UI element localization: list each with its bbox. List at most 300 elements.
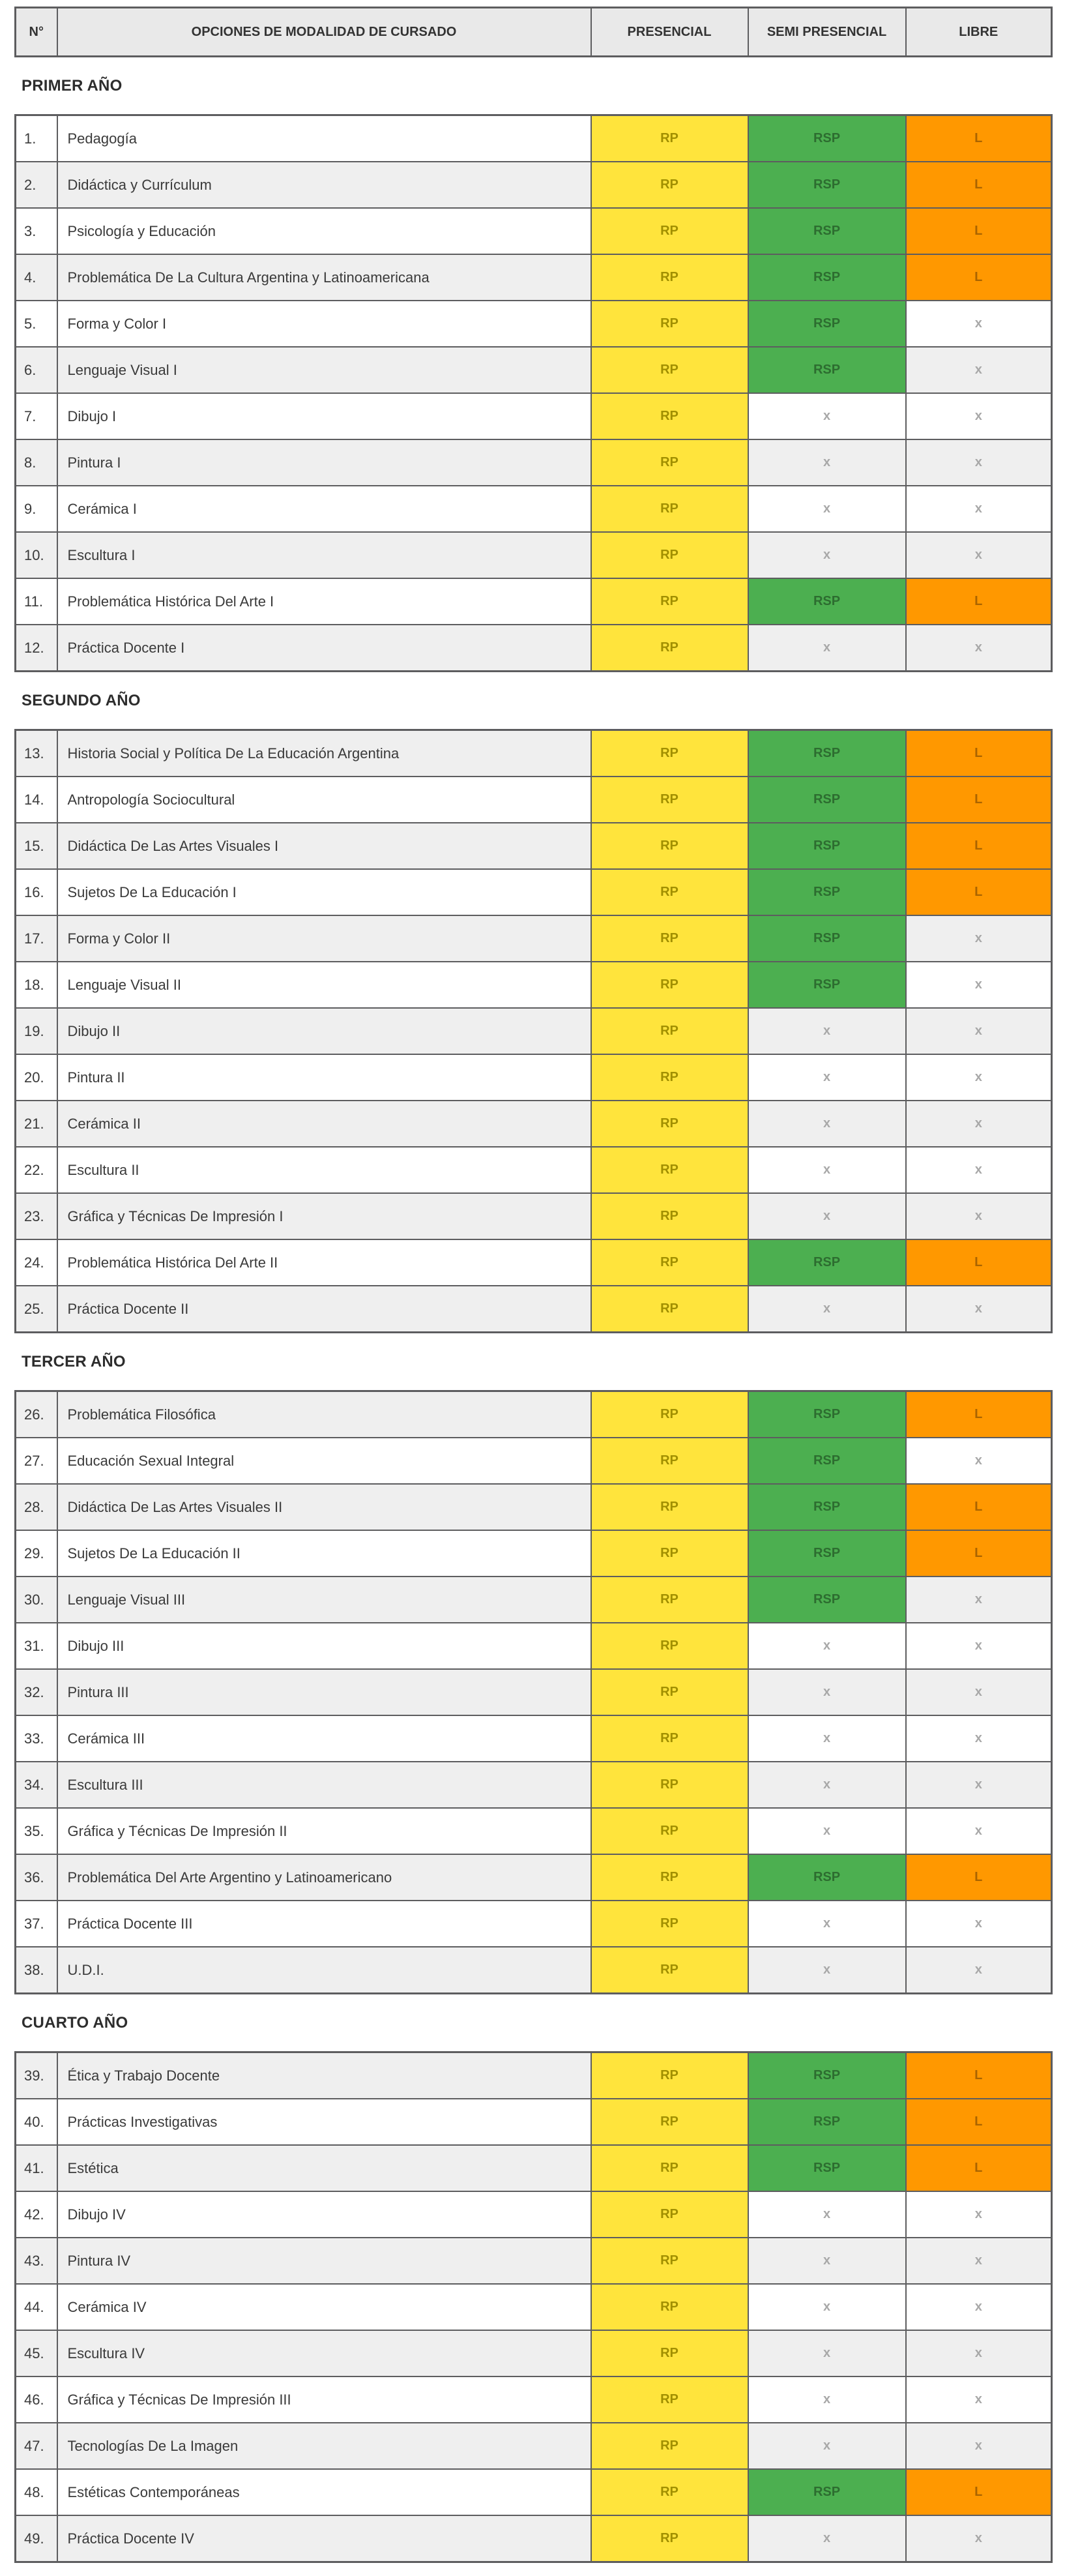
- semi-presencial-cell: RSP: [748, 1391, 906, 1438]
- semi-presencial-cell: RSP: [748, 2052, 906, 2099]
- course-name: Escultura I: [57, 532, 591, 578]
- presencial-cell: RP: [591, 1762, 748, 1808]
- course-number: 11.: [16, 578, 57, 625]
- semi-presencial-cell: RSP: [748, 254, 906, 301]
- course-number: 23.: [16, 1193, 57, 1239]
- semi-presencial-cell: RSP: [748, 1484, 906, 1530]
- libre-cell: L: [906, 2099, 1052, 2145]
- course-name: Lenguaje Visual II: [57, 962, 591, 1008]
- course-number: 38.: [16, 1947, 57, 1994]
- libre-cell: x: [906, 1762, 1052, 1808]
- course-row: [16, 2423, 1052, 2469]
- presencial-cell: RP: [591, 439, 748, 486]
- course-number: 13.: [16, 730, 57, 777]
- course-number: 2.: [16, 162, 57, 208]
- course-number: 12.: [16, 625, 57, 672]
- libre-cell: x: [906, 1286, 1052, 1333]
- course-row: [16, 730, 1052, 777]
- libre-cell: x: [906, 962, 1052, 1008]
- course-row: [16, 869, 1052, 915]
- course-row: [16, 1193, 1052, 1239]
- col-header-libre: LIBRE: [906, 8, 1052, 57]
- course-number: 30.: [16, 1577, 57, 1623]
- libre-cell: L: [906, 777, 1052, 823]
- semi-presencial-cell: RSP: [748, 2469, 906, 2515]
- libre-cell: L: [906, 1530, 1052, 1577]
- presencial-cell: RP: [591, 2052, 748, 2099]
- course-name: Práctica Docente I: [57, 625, 591, 672]
- course-name: Práctica Docente IV: [57, 2515, 591, 2562]
- course-row: [16, 1669, 1052, 1715]
- course-name: Dibujo II: [57, 1008, 591, 1054]
- semi-presencial-cell: x: [748, 1808, 906, 1854]
- semi-presencial-cell: RSP: [748, 1239, 906, 1286]
- semi-presencial-cell: x: [748, 439, 906, 486]
- course-row: [16, 1947, 1052, 1994]
- libre-cell: L: [906, 823, 1052, 869]
- course-number: 37.: [16, 1901, 57, 1947]
- course-name: Pintura III: [57, 1669, 591, 1715]
- presencial-cell: RP: [591, 1901, 748, 1947]
- course-number: 22.: [16, 1147, 57, 1193]
- semi-presencial-cell: RSP: [748, 1438, 906, 1484]
- course-number: 35.: [16, 1808, 57, 1854]
- course-name: Estéticas Contemporáneas: [57, 2469, 591, 2515]
- course-number: 46.: [16, 2376, 57, 2423]
- course-row: [16, 2099, 1052, 2145]
- libre-cell: L: [906, 254, 1052, 301]
- course-row: [16, 393, 1052, 439]
- course-name: Dibujo I: [57, 393, 591, 439]
- semi-presencial-cell: x: [748, 486, 906, 532]
- course-name: Cerámica I: [57, 486, 591, 532]
- course-number: 47.: [16, 2423, 57, 2469]
- course-row: [16, 2469, 1052, 2515]
- semi-presencial-cell: RSP: [748, 1530, 906, 1577]
- semi-presencial-cell: x: [748, 2238, 906, 2284]
- semi-presencial-cell: RSP: [748, 301, 906, 347]
- course-name: Ética y Trabajo Docente: [57, 2052, 591, 2099]
- course-row: [16, 2052, 1052, 2099]
- course-name: Tecnologías De La Imagen: [57, 2423, 591, 2469]
- semi-presencial-cell: x: [748, 2191, 906, 2238]
- course-number: 15.: [16, 823, 57, 869]
- course-name: Problemática Filosófica: [57, 1391, 591, 1438]
- course-row: [16, 2238, 1052, 2284]
- semi-presencial-cell: x: [748, 1623, 906, 1669]
- course-name: Gráfica y Técnicas De Impresión I: [57, 1193, 591, 1239]
- presencial-cell: RP: [591, 2423, 748, 2469]
- libre-cell: x: [906, 1715, 1052, 1762]
- libre-cell: L: [906, 1391, 1052, 1438]
- presencial-cell: RP: [591, 532, 748, 578]
- presencial-cell: RP: [591, 1715, 748, 1762]
- semi-presencial-cell: RSP: [748, 2145, 906, 2191]
- course-row: [16, 301, 1052, 347]
- course-number: 40.: [16, 2099, 57, 2145]
- course-number: 44.: [16, 2284, 57, 2330]
- course-number: 4.: [16, 254, 57, 301]
- course-name: Gráfica y Técnicas De Impresión II: [57, 1808, 591, 1854]
- presencial-cell: RP: [591, 2191, 748, 2238]
- semi-presencial-cell: x: [748, 1054, 906, 1101]
- presencial-cell: RP: [591, 1808, 748, 1854]
- presencial-cell: RP: [591, 1008, 748, 1054]
- course-row: [16, 823, 1052, 869]
- course-number: 6.: [16, 347, 57, 393]
- course-row: [16, 486, 1052, 532]
- course-row: [16, 915, 1052, 962]
- course-number: 5.: [16, 301, 57, 347]
- semi-presencial-cell: RSP: [748, 962, 906, 1008]
- course-name: Pintura IV: [57, 2238, 591, 2284]
- course-name: Lenguaje Visual I: [57, 347, 591, 393]
- year-sections: [14, 77, 1051, 2563]
- course-name: Educación Sexual Integral: [57, 1438, 591, 1484]
- presencial-cell: RP: [591, 1391, 748, 1438]
- semi-presencial-cell: x: [748, 532, 906, 578]
- semi-presencial-cell: RSP: [748, 578, 906, 625]
- semi-presencial-cell: x: [748, 2515, 906, 2562]
- presencial-cell: RP: [591, 1484, 748, 1530]
- course-name: Historia Social y Política De La Educación Argentina: [57, 730, 591, 777]
- libre-cell: x: [906, 915, 1052, 962]
- presencial-cell: RP: [591, 301, 748, 347]
- libre-cell: x: [906, 1008, 1052, 1054]
- course-name: Didáctica De Las Artes Visuales I: [57, 823, 591, 869]
- presencial-cell: RP: [591, 1147, 748, 1193]
- semi-presencial-cell: x: [748, 1762, 906, 1808]
- presencial-cell: RP: [591, 2284, 748, 2330]
- course-name: Prácticas Investigativas: [57, 2099, 591, 2145]
- presencial-cell: RP: [591, 1669, 748, 1715]
- course-number: 36.: [16, 1854, 57, 1901]
- course-number: 18.: [16, 962, 57, 1008]
- course-row: [16, 1715, 1052, 1762]
- libre-cell: L: [906, 162, 1052, 208]
- course-row: [16, 347, 1052, 393]
- course-row: [16, 1239, 1052, 1286]
- presencial-cell: RP: [591, 869, 748, 915]
- libre-cell: x: [906, 1808, 1052, 1854]
- course-number: 33.: [16, 1715, 57, 1762]
- course-row: [16, 625, 1052, 672]
- course-number: 25.: [16, 1286, 57, 1333]
- presencial-cell: RP: [591, 2238, 748, 2284]
- semi-presencial-cell: x: [748, 2376, 906, 2423]
- course-name: Lenguaje Visual III: [57, 1577, 591, 1623]
- course-name: Didáctica De Las Artes Visuales II: [57, 1484, 591, 1530]
- course-name: Forma y Color I: [57, 301, 591, 347]
- course-number: 1.: [16, 115, 57, 162]
- course-name: Forma y Color II: [57, 915, 591, 962]
- course-number: 16.: [16, 869, 57, 915]
- libre-cell: x: [906, 2191, 1052, 2238]
- section-table: [14, 1390, 1053, 1994]
- col-header-semi-presencial: SEMI PRESENCIAL: [748, 8, 906, 57]
- presencial-cell: RP: [591, 254, 748, 301]
- course-name: Cerámica IV: [57, 2284, 591, 2330]
- semi-presencial-cell: x: [748, 1669, 906, 1715]
- libre-cell: x: [906, 1054, 1052, 1101]
- presencial-cell: RP: [591, 1239, 748, 1286]
- presencial-cell: RP: [591, 730, 748, 777]
- course-row: [16, 2145, 1052, 2191]
- course-name: Escultura III: [57, 1762, 591, 1808]
- course-row: [16, 1577, 1052, 1623]
- course-name: Práctica Docente III: [57, 1901, 591, 1947]
- course-number: 24.: [16, 1239, 57, 1286]
- course-name: Dibujo III: [57, 1623, 591, 1669]
- libre-cell: L: [906, 869, 1052, 915]
- presencial-cell: RP: [591, 1054, 748, 1101]
- presencial-cell: RP: [591, 393, 748, 439]
- presencial-cell: RP: [591, 1623, 748, 1669]
- course-row: [16, 1147, 1052, 1193]
- semi-presencial-cell: RSP: [748, 915, 906, 962]
- semi-presencial-cell: x: [748, 2423, 906, 2469]
- course-number: 31.: [16, 1623, 57, 1669]
- course-name: Escultura II: [57, 1147, 591, 1193]
- presencial-cell: RP: [591, 486, 748, 532]
- presencial-cell: RP: [591, 115, 748, 162]
- semi-presencial-cell: x: [748, 1286, 906, 1333]
- libre-cell: L: [906, 1854, 1052, 1901]
- presencial-cell: RP: [591, 2376, 748, 2423]
- course-row: [16, 2515, 1052, 2562]
- presencial-cell: RP: [591, 162, 748, 208]
- presencial-cell: RP: [591, 1286, 748, 1333]
- course-name: Problemática Histórica Del Arte II: [57, 1239, 591, 1286]
- libre-cell: L: [906, 2052, 1052, 2099]
- semi-presencial-cell: RSP: [748, 730, 906, 777]
- modality-header-table: [14, 7, 1053, 57]
- course-name: Sujetos De La Educación I: [57, 869, 591, 915]
- semi-presencial-cell: x: [748, 1715, 906, 1762]
- col-header-options: OPCIONES DE MODALIDAD DE CURSADO: [57, 8, 591, 57]
- libre-cell: x: [906, 2330, 1052, 2376]
- course-number: 39.: [16, 2052, 57, 2099]
- course-number: 28.: [16, 1484, 57, 1530]
- presencial-cell: RP: [591, 578, 748, 625]
- libre-cell: x: [906, 393, 1052, 439]
- libre-cell: x: [906, 532, 1052, 578]
- section-title: SEGUNDO AÑO: [22, 692, 141, 709]
- semi-presencial-cell: x: [748, 1947, 906, 1994]
- section-table: [14, 729, 1053, 1333]
- semi-presencial-cell: x: [748, 2284, 906, 2330]
- libre-cell: x: [906, 1193, 1052, 1239]
- course-name: Práctica Docente II: [57, 1286, 591, 1333]
- semi-presencial-cell: x: [748, 1008, 906, 1054]
- course-name: Antropología Sociocultural: [57, 777, 591, 823]
- presencial-cell: RP: [591, 777, 748, 823]
- course-name: Escultura IV: [57, 2330, 591, 2376]
- semi-presencial-cell: RSP: [748, 777, 906, 823]
- libre-cell: x: [906, 439, 1052, 486]
- presencial-cell: RP: [591, 2145, 748, 2191]
- course-name: Psicología y Educación: [57, 208, 591, 254]
- libre-cell: x: [906, 1623, 1052, 1669]
- course-name: Problemática Del Arte Argentino y Latinoamericano: [57, 1854, 591, 1901]
- libre-cell: x: [906, 1147, 1052, 1193]
- course-number: 34.: [16, 1762, 57, 1808]
- course-row: [16, 2191, 1052, 2238]
- course-number: 45.: [16, 2330, 57, 2376]
- course-name: Pintura I: [57, 439, 591, 486]
- course-number: 14.: [16, 777, 57, 823]
- semi-presencial-cell: x: [748, 1901, 906, 1947]
- course-row: [16, 162, 1052, 208]
- libre-cell: L: [906, 2469, 1052, 2515]
- course-name: Dibujo IV: [57, 2191, 591, 2238]
- semi-presencial-cell: x: [748, 1193, 906, 1239]
- course-name: Pintura II: [57, 1054, 591, 1101]
- course-number: 29.: [16, 1530, 57, 1577]
- course-name: Problemática De La Cultura Argentina y Latinoamericana: [57, 254, 591, 301]
- libre-cell: x: [906, 1577, 1052, 1623]
- course-row: [16, 2330, 1052, 2376]
- course-row: [16, 1008, 1052, 1054]
- course-name: Problemática Histórica Del Arte I: [57, 578, 591, 625]
- presencial-cell: RP: [591, 1438, 748, 1484]
- course-row: [16, 1101, 1052, 1147]
- section-table: [14, 2051, 1053, 2563]
- libre-cell: L: [906, 208, 1052, 254]
- section-title: TERCER AÑO: [22, 1353, 126, 1370]
- libre-cell: x: [906, 2238, 1052, 2284]
- course-row: [16, 1286, 1052, 1333]
- presencial-cell: RP: [591, 962, 748, 1008]
- semi-presencial-cell: RSP: [748, 347, 906, 393]
- course-row: [16, 532, 1052, 578]
- course-row: [16, 1854, 1052, 1901]
- course-row: [16, 1623, 1052, 1669]
- presencial-cell: RP: [591, 823, 748, 869]
- course-name: Sujetos De La Educación II: [57, 1530, 591, 1577]
- course-number: 43.: [16, 2238, 57, 2284]
- semi-presencial-cell: x: [748, 393, 906, 439]
- presencial-cell: RP: [591, 1854, 748, 1901]
- course-number: 17.: [16, 915, 57, 962]
- course-name: Cerámica II: [57, 1101, 591, 1147]
- course-row: [16, 2284, 1052, 2330]
- course-row: [16, 1391, 1052, 1438]
- libre-cell: x: [906, 2376, 1052, 2423]
- header-row: [16, 8, 1052, 57]
- course-name: Cerámica III: [57, 1715, 591, 1762]
- libre-cell: L: [906, 578, 1052, 625]
- libre-cell: L: [906, 115, 1052, 162]
- libre-cell: L: [906, 1239, 1052, 1286]
- course-name: U.D.I.: [57, 1947, 591, 1994]
- course-row: [16, 2376, 1052, 2423]
- course-number: 41.: [16, 2145, 57, 2191]
- presencial-cell: RP: [591, 2330, 748, 2376]
- libre-cell: x: [906, 2423, 1052, 2469]
- section-table: [14, 114, 1053, 672]
- course-number: 3.: [16, 208, 57, 254]
- presencial-cell: RP: [591, 347, 748, 393]
- semi-presencial-cell: x: [748, 625, 906, 672]
- presencial-cell: RP: [591, 2099, 748, 2145]
- libre-cell: x: [906, 2515, 1052, 2562]
- col-header-number: N°: [16, 8, 57, 57]
- course-number: 26.: [16, 1391, 57, 1438]
- course-name: Pedagogía: [57, 115, 591, 162]
- semi-presencial-cell: x: [748, 1101, 906, 1147]
- course-number: 49.: [16, 2515, 57, 2562]
- course-row: [16, 254, 1052, 301]
- course-number: 9.: [16, 486, 57, 532]
- semi-presencial-cell: RSP: [748, 1854, 906, 1901]
- course-row: [16, 1762, 1052, 1808]
- presencial-cell: RP: [591, 625, 748, 672]
- course-row: [16, 1438, 1052, 1484]
- course-number: 32.: [16, 1669, 57, 1715]
- libre-cell: x: [906, 1901, 1052, 1947]
- libre-cell: L: [906, 730, 1052, 777]
- libre-cell: x: [906, 625, 1052, 672]
- course-row: [16, 208, 1052, 254]
- libre-cell: x: [906, 1947, 1052, 1994]
- semi-presencial-cell: RSP: [748, 869, 906, 915]
- presencial-cell: RP: [591, 1530, 748, 1577]
- semi-presencial-cell: x: [748, 2330, 906, 2376]
- course-name: Estética: [57, 2145, 591, 2191]
- course-number: 42.: [16, 2191, 57, 2238]
- semi-presencial-cell: RSP: [748, 1577, 906, 1623]
- presencial-cell: RP: [591, 915, 748, 962]
- libre-cell: x: [906, 1669, 1052, 1715]
- course-row: [16, 962, 1052, 1008]
- semi-presencial-cell: RSP: [748, 823, 906, 869]
- course-row: [16, 115, 1052, 162]
- course-row: [16, 1484, 1052, 1530]
- libre-cell: L: [906, 1484, 1052, 1530]
- semi-presencial-cell: RSP: [748, 2099, 906, 2145]
- libre-cell: x: [906, 347, 1052, 393]
- semi-presencial-cell: RSP: [748, 208, 906, 254]
- presencial-cell: RP: [591, 1101, 748, 1147]
- libre-cell: x: [906, 1101, 1052, 1147]
- course-row: [16, 1054, 1052, 1101]
- course-number: 21.: [16, 1101, 57, 1147]
- semi-presencial-cell: RSP: [748, 162, 906, 208]
- course-number: 27.: [16, 1438, 57, 1484]
- libre-cell: x: [906, 1438, 1052, 1484]
- course-row: [16, 578, 1052, 625]
- presencial-cell: RP: [591, 208, 748, 254]
- course-number: 7.: [16, 393, 57, 439]
- course-row: [16, 1530, 1052, 1577]
- course-number: 19.: [16, 1008, 57, 1054]
- presencial-cell: RP: [591, 2469, 748, 2515]
- course-row: [16, 777, 1052, 823]
- course-name: Gráfica y Técnicas De Impresión III: [57, 2376, 591, 2423]
- course-number: 8.: [16, 439, 57, 486]
- col-header-presencial: PRESENCIAL: [591, 8, 748, 57]
- presencial-cell: RP: [591, 2515, 748, 2562]
- libre-cell: x: [906, 486, 1052, 532]
- presencial-cell: RP: [591, 1193, 748, 1239]
- libre-cell: L: [906, 2145, 1052, 2191]
- course-name: Didáctica y Currículum: [57, 162, 591, 208]
- semi-presencial-cell: x: [748, 1147, 906, 1193]
- course-number: 48.: [16, 2469, 57, 2515]
- section-title: CUARTO AÑO: [22, 2014, 128, 2032]
- libre-cell: x: [906, 301, 1052, 347]
